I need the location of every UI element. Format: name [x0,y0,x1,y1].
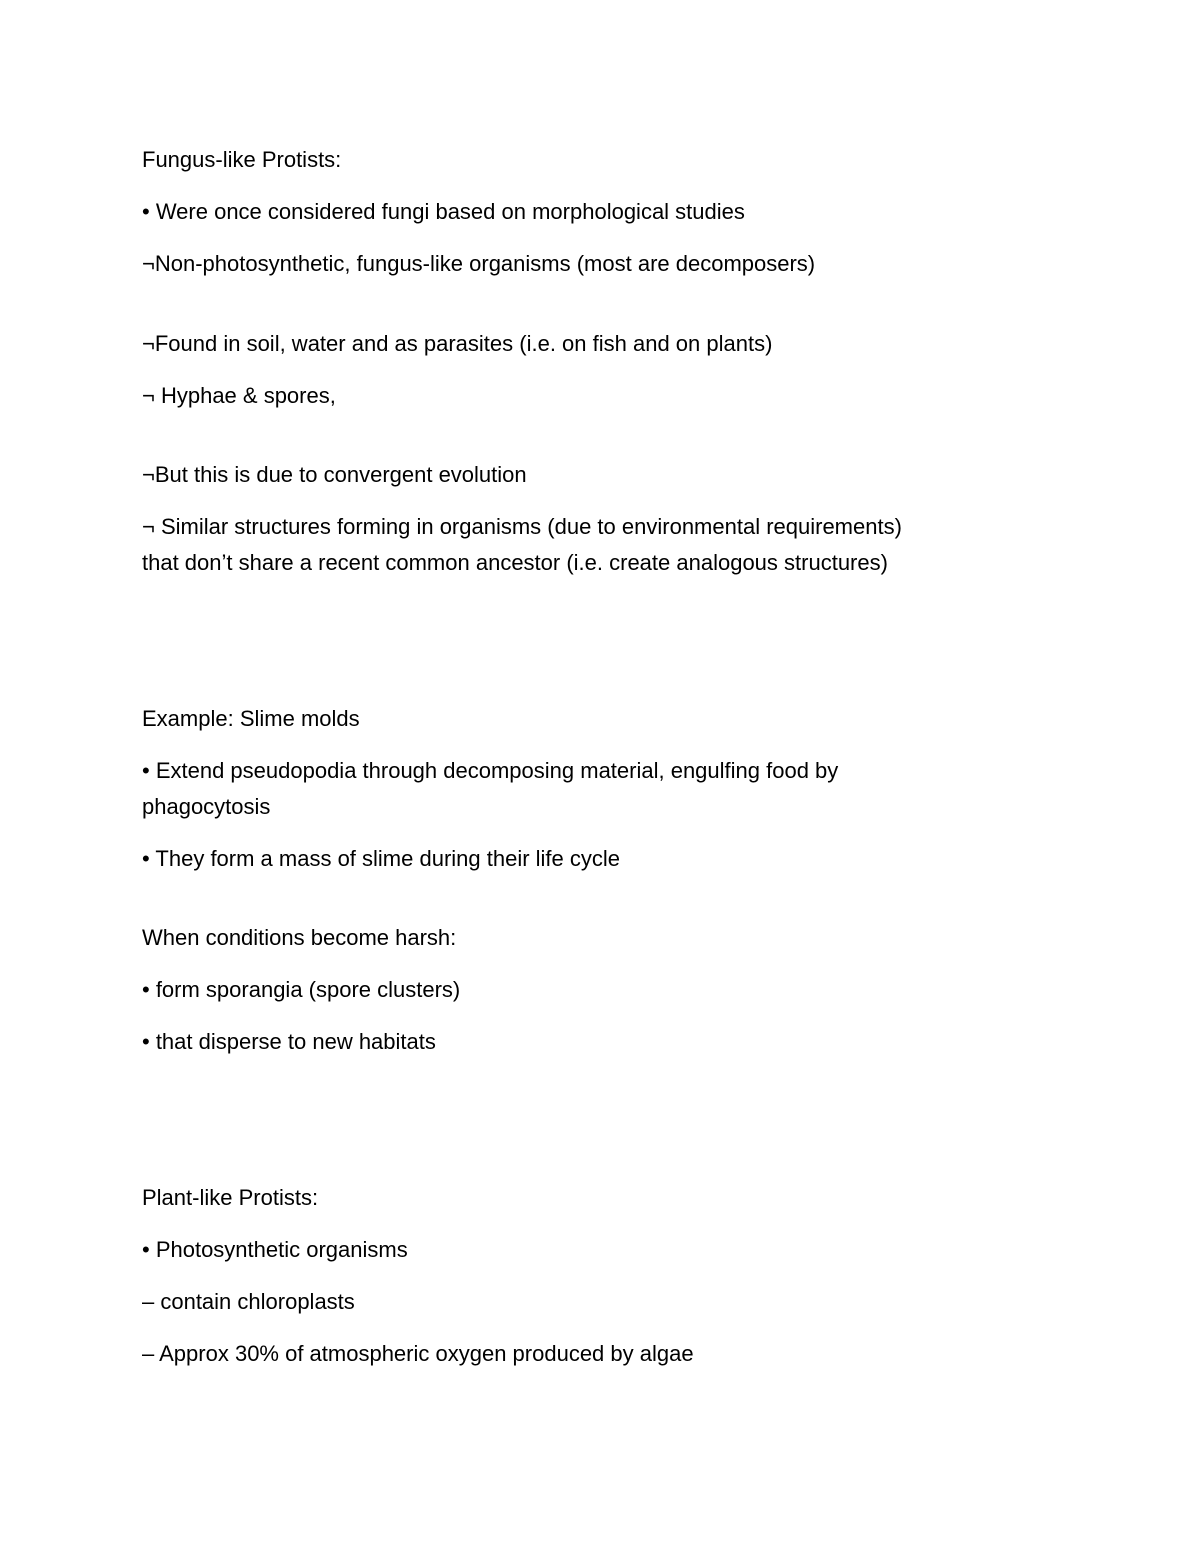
heading-when-conditions-harsh: When conditions become harsh: [142,925,457,950]
bullet-line: • They form a mass of slime during their life cycle [142,846,621,871]
dash-line: – contain chloroplasts [142,1289,355,1314]
heading-fungus-like-protists: Fungus-like Protists: [142,147,342,172]
heading-example-slime-molds: Example: Slime molds [142,706,360,731]
bullet-line: • Extend pseudopodia through decomposing material, engulfing food by [142,758,839,783]
note-line: ¬ Similar structures forming in organisms (due to environmental requirements) [142,514,902,539]
bullet-line: • form sporangia (spore clusters) [142,977,461,1002]
dash-line: – Approx 30% of atmospheric oxygen produced by algae [142,1341,694,1366]
note-line: ¬Found in soil, water and as parasites (i.e. on fish and on plants) [142,331,773,356]
note-line: ¬But this is due to convergent evolution [142,462,527,487]
heading-plant-like-protists: Plant-like Protists: [142,1185,319,1210]
bullet-line: • that disperse to new habitats [142,1029,436,1054]
bullet-line: • Were once considered fungi based on morphological studies [142,199,745,224]
note-line: ¬ Hyphae & spores, [142,383,336,408]
bullet-line-continuation: phagocytosis [142,794,271,819]
note-line-continuation: that don’t share a recent common ancestor (i.e. create analogous structures) [142,550,888,575]
note-line: ¬Non-photosynthetic, fungus-like organisms (most are decomposers) [142,251,816,276]
bullet-line: • Photosynthetic organisms [142,1237,408,1262]
